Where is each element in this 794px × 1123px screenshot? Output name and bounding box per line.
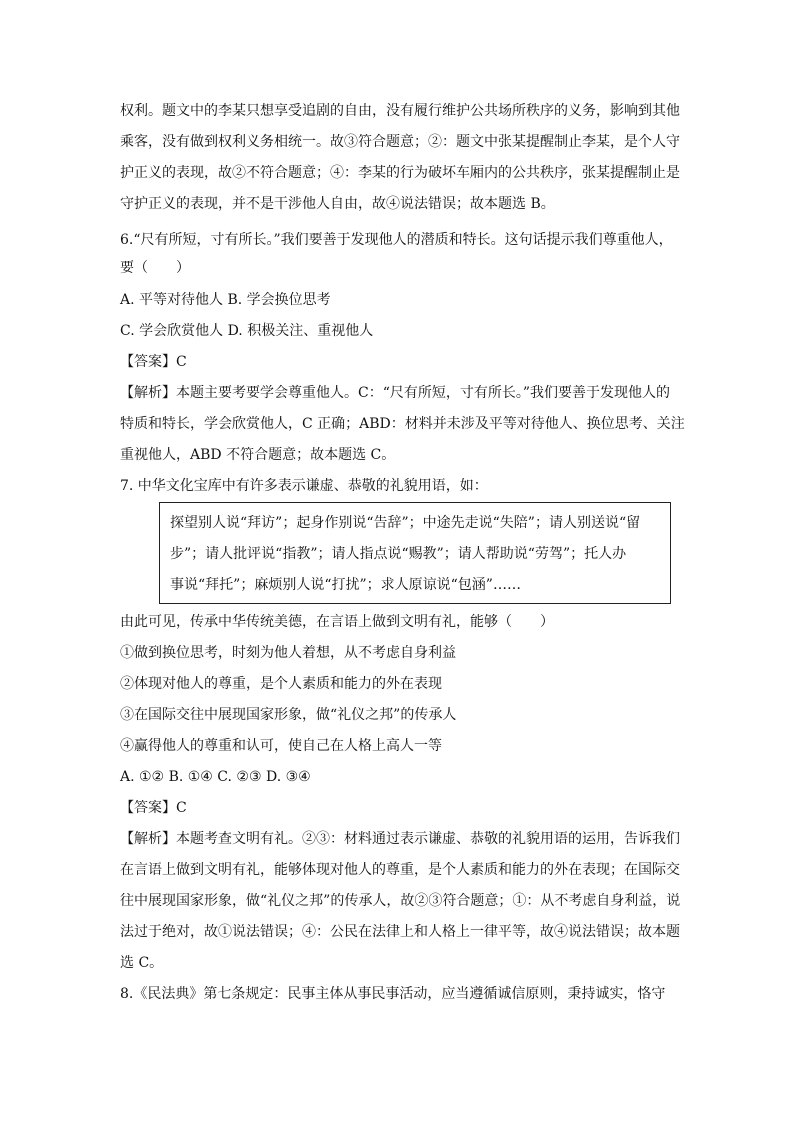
q7-analysis-line-2: 在言语上做到文明有礼，能够体现对他人的尊重，是个人素质和能力的外在表现；在国际交 [120,862,680,878]
q6-stem-line-2: 要（ ） [120,260,190,276]
q6-answer: 【答案】C [120,354,187,370]
q7-material-line-1: 探望别人说“拜访”；起身作别说“告辞”；中途先走说“失陪”；请人别送说“留 [170,515,641,531]
q7-analysis-line-1: 【解析】本题考查文明有礼。②③：材料通过表示谦虚、恭敬的礼貌用语的运用，告诉我们 [120,831,680,847]
analysis-continuation-line-2: 乘客，没有做到权利义务相统一。故③符合题意；②：题文中张某提醒制止李某，是个人守 [120,134,680,150]
q7-item-4: ④赢得他人的尊重和认可，使自己在人格上高人一等 [120,738,442,754]
analysis-continuation-line-3: 护正义的表现，故②不符合题意；④：李某的行为破坏车厢内的公共秩序，张某提醒制止是 [120,165,680,181]
q7-item-2: ②体现对他人的尊重，是个人素质和能力的外在表现 [120,676,442,692]
q8-stem: 8.《民法典》第七条规定：民事主体从事民事活动，应当遵循诚信原则，秉持诚实，恪守 [120,986,666,1002]
q7-stem: 7. 中华文化宝库中有许多表示谦虚、恭敬的礼貌用语，如： [120,478,488,494]
q6-options-line-1: A. 平等对待他人 B. 学会换位思考 [120,292,331,308]
q7-material-line-2: 步”；请人批评说“指教”；请人指点说“赐教”；请人帮助说“劳驾”；托人办 [170,546,627,562]
q7-options: A. ①② B. ①④ C. ②③ D. ③④ [120,769,311,785]
q6-analysis-line-3: 重视他人，ABD 不符合题意；故本题选 C。 [120,447,396,463]
q7-material-line-3: 事说“拜托”；麻烦别人说“打扰”；求人原谅说“包涵”…… [170,577,521,593]
q6-options-line-2: C. 学会欣赏他人 D. 积极关注、重视他人 [120,323,374,339]
q7-answer: 【答案】C [120,800,187,816]
q6-analysis-line-2: 特质和特长，学会欣赏他人，C 正确；ABD：材料并未涉及平等对待他人、换位思考、关注 [120,416,685,432]
analysis-continuation-line-1: 权利。题文中的李某只想享受追剧的自由，没有履行维护公共场所秩序的义务，影响到其他 [120,103,680,119]
analysis-continuation-line-4: 守护正义的表现，并不是干涉他人自由，故④说法错误；故本题选 B。 [120,196,555,212]
q7-question: 由此可见，传承中华传统美德，在言语上做到文明有礼，能够（ ） [120,614,554,630]
q7-analysis-line-3: 往中展现国家形象，做“礼仪之邦”的传承人，故②③符合题意；①：从不考虑自身利益，说 [120,893,681,909]
q7-item-3: ③在国际交往中展现国家形象，做“礼仪之邦”的传承人 [120,707,457,723]
q7-analysis-line-4: 法过于绝对，故①说法错误；④：公民在法律上和人格上一律平等，故④说法错误；故本题 [120,924,680,940]
q7-item-1: ①做到换位思考，时刻为他人着想，从不考虑自身利益 [120,645,456,661]
q7-material-box [159,502,671,604]
q6-stem-line-1: 6.“尺有所短，寸有所长。”我们要善于发现他人的潜质和特长。这句话提示我们尊重他人， [120,232,673,248]
q7-analysis-line-5: 选 C。 [120,955,164,971]
q6-analysis-line-1: 【解析】本题主要考要学会尊重他人。C：“尺有所短，寸有所长。”我们要善于发现他人的 [120,385,671,401]
